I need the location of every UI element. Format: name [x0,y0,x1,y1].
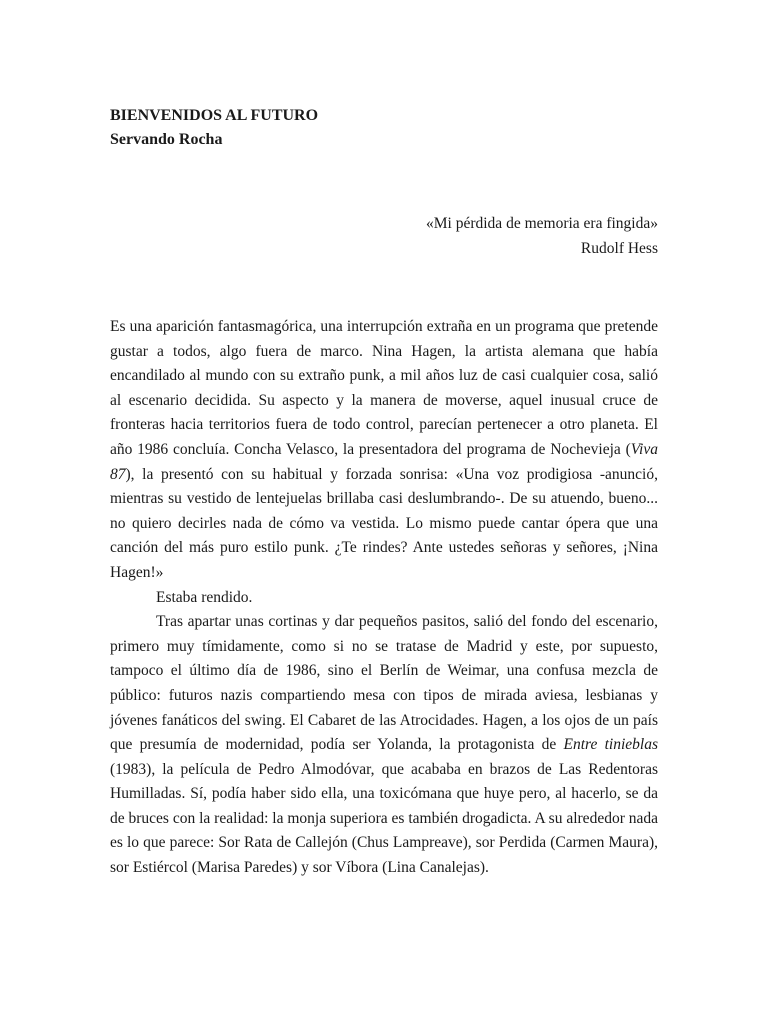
paragraph-1-text-b: ), la presentó con su habitual y forzada sonrisa: «Una voz prodigiosa -anunció, mientras su vestido de lentejuelas brillaba casi deslumbrando-. De su atuendo, bueno... no quiero decirles nada de cómo va vestida. Lo mismo puede cantar ópera que una canción del más puro estilo punk. ¿Te rindes? Ante ustedes señoras y señores, ¡Nina Hagen!» [110,465,658,581]
paragraph-3-italic-title: Entre tinieblas [563,736,658,754]
epigraph [110,212,658,261]
document-title: BIENVENIDOS AL FUTURO [110,107,319,124]
paragraph-3-text-a: Tras apartar unas cortinas y dar pequeños pasitos, salió del fondo del escenario, primero muy tímidamente, como si no se tratase de Madrid y este, por supuesto, tampoco el último día de 1986, sino el Berlín de Weimar, una confusa mezcla de público: futuros nazis compartiendo mesa con tipos de mirada aviesa, lesbianas y jóvenes fanáticos del swing. El Cabaret de las Atrocidades. Hagen, a los ojos de un país que presumía de modernidad, podía ser Yolanda, la protagonista de [110,613,658,754]
epigraph-attribution: Rudolf Hess [580,239,658,257]
document-page [110,104,658,881]
epigraph-quote: «Mi pérdida de memoria era fingida» [426,215,658,232]
paragraph-3 [110,610,658,881]
body-text [110,315,658,881]
document-author: Servando Rocha [110,131,223,148]
paragraph-1-text-a: Es una aparición fantasmagórica, una interrupción extraña en un programa que pretende gustar a todos, algo fuera de marco. Nina Hagen, la artista alemana que había encandilado al mundo con su extraño punk, a mil años luz de casi cualquier cosa, salió al escenario decidida. Su aspecto y la manera de moverse, aquel inusual cruce de fronteras hacia territorios fuera de todo control, parecían pertenecer a otro planeta. El año 1986 concluía. Concha Velasco, la presentadora del programa de Nochevieja ( [110,318,658,458]
paragraph-1 [110,315,658,586]
paragraph-1-italic-title: Viva 87 [110,440,658,483]
paragraph-2: Estaba rendido. [156,588,253,606]
paragraph-3-text-b: (1983), la película de Pedro Almodóvar, que acababa en brazos de Las Redentoras Humilladas. Sí, podía haber sido ella, una toxicómana que huye pero, al hacerlo, se da de bruces con la realidad: la monja superiora es también drogadicta. A su alrededor nada es lo que parece: Sor Rata de Callejón (Chus Lampreave), sor Perdida (Carmen Maura), sor Estiércol (Marisa Paredes) y sor Víbora (Lina Canalejas). [110,760,658,877]
